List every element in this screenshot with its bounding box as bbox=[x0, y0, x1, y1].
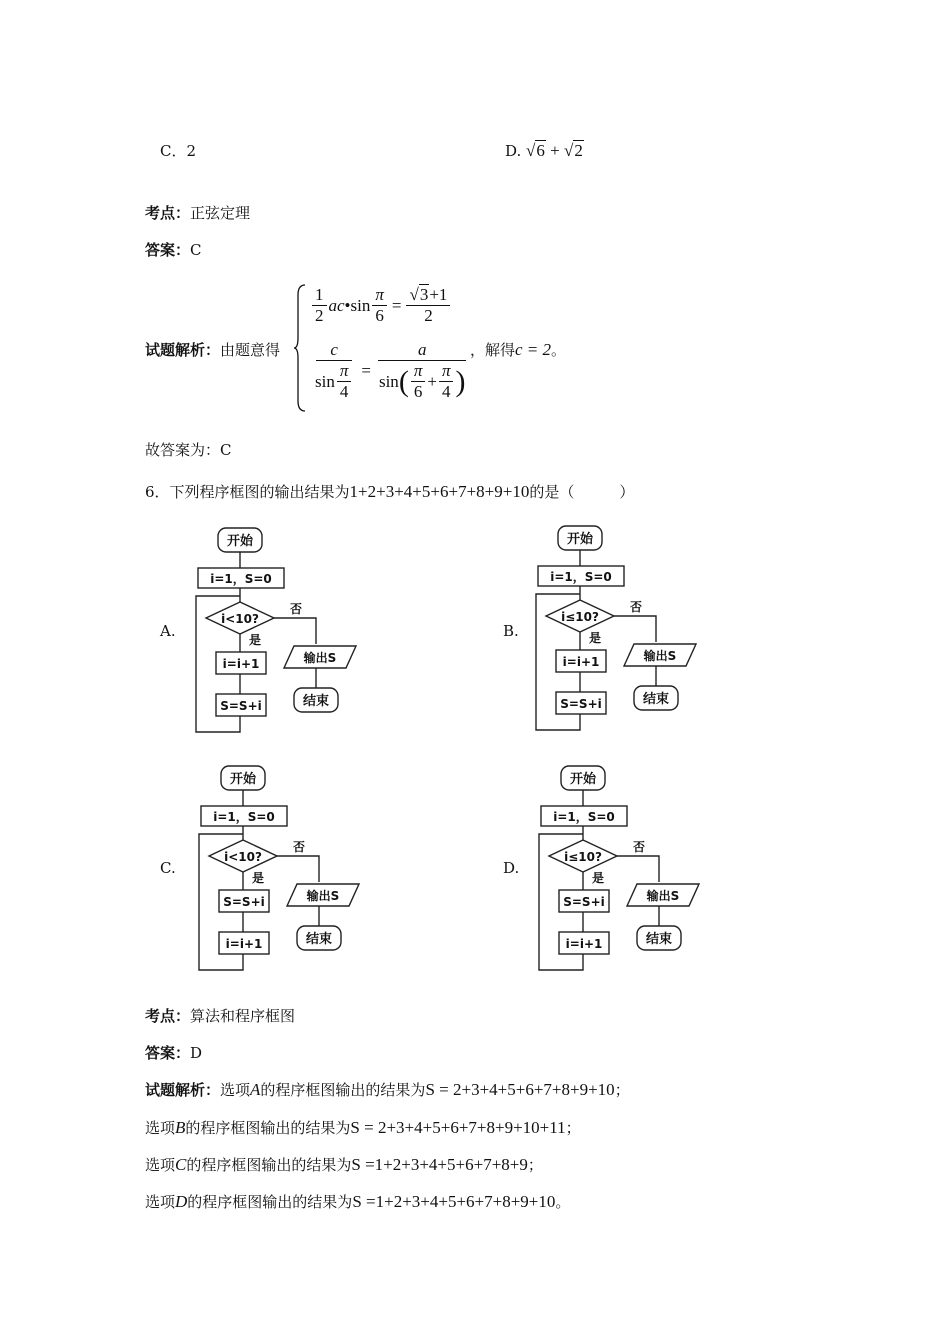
output-label: 输出S bbox=[643, 649, 677, 663]
end-label: 结束 bbox=[302, 694, 330, 709]
no-branch-line bbox=[614, 616, 656, 642]
condition-label: i<10? bbox=[224, 850, 262, 864]
q6-analysis-line-a: 试题解析：选项A的程序框图输出的结果为S = 2+3+4+5+6+7+8+9+10； bbox=[145, 1080, 630, 1099]
condition-label: i≤10? bbox=[561, 610, 599, 624]
flowchart-svg bbox=[530, 520, 705, 735]
yes-label: 是 bbox=[591, 871, 605, 885]
q6-option-c-label: C. bbox=[160, 859, 176, 877]
no-label: 否 bbox=[289, 602, 303, 616]
condition-label: i<10? bbox=[221, 612, 259, 626]
equation-2: c sin $\frac{\pi}{4}$ = a sin ( $\frac{\pi}{6}$ + $\frac{\pi}{4}$ ) bbox=[315, 340, 466, 401]
start-label: 开始 bbox=[566, 532, 594, 547]
flowchart-a bbox=[190, 522, 365, 741]
no-branch-line bbox=[274, 618, 316, 644]
output-label: 输出S bbox=[646, 889, 680, 903]
q6-option-d-label: D. bbox=[503, 859, 520, 877]
flowchart-d bbox=[533, 760, 708, 979]
flowchart-b bbox=[530, 520, 705, 739]
output-label: 输出S bbox=[306, 889, 340, 903]
step1-label: i=i+1 bbox=[562, 655, 600, 669]
init-label: i=1，S=0 bbox=[210, 572, 272, 586]
init-label: i=1，S=0 bbox=[553, 810, 615, 824]
flowchart-svg bbox=[533, 760, 708, 975]
flowchart-svg bbox=[190, 522, 365, 737]
end-label: 结束 bbox=[642, 692, 670, 707]
q5-answer: 答案：C bbox=[145, 241, 202, 259]
q5-result: ，解得c = 2。 bbox=[470, 340, 567, 359]
q6-analysis-line-d: 选项D的程序框图输出的结果为S =1+2+3+4+5+6+7+8+9+10。 bbox=[145, 1192, 571, 1211]
equation-1: $\frac{1}{2}$ ac •sin $\frac{\pi}{6}$ = $\frac{√3+1}{2}$ bbox=[310, 285, 452, 326]
start-label: 开始 bbox=[226, 534, 254, 549]
q5-kaodian: 考点：正弦定理 bbox=[145, 204, 251, 222]
step1-label: S=S+i bbox=[563, 895, 605, 909]
q6-option-a-label: A. bbox=[160, 622, 176, 640]
option-c-prev: C．2 bbox=[160, 142, 197, 160]
output-label: 输出S bbox=[303, 651, 337, 665]
q6-kaodian: 考点：算法和程序框图 bbox=[145, 1007, 296, 1025]
q5-analysis-label: 试题解析：由题意得 bbox=[145, 341, 281, 359]
option-d-prev bbox=[505, 141, 584, 161]
step2-label: i=i+1 bbox=[565, 937, 603, 951]
no-branch-line bbox=[277, 856, 319, 882]
q6-answer: 答案：D bbox=[145, 1044, 203, 1062]
step1-label: i=i+1 bbox=[222, 657, 260, 671]
q5-conclusion: 故答案为：C bbox=[145, 441, 232, 459]
step2-label: S=S+i bbox=[560, 697, 602, 711]
q6-analysis-line-c: 选项C的程序框图输出的结果为S =1+2+3+4+5+6+7+8+9； bbox=[145, 1155, 543, 1174]
end-label: 结束 bbox=[305, 932, 333, 947]
no-label: 否 bbox=[632, 840, 646, 854]
option-d-expr: √6 + √2 bbox=[526, 141, 583, 160]
condition-label: i≤10? bbox=[564, 850, 602, 864]
init-label: i=1，S=0 bbox=[213, 810, 275, 824]
yes-label: 是 bbox=[248, 633, 262, 647]
flowchart-c bbox=[193, 760, 368, 979]
q6-question: 6．下列程序框图的输出结果为1+2+3+4+5+6+7+8+9+10的是（ ） bbox=[145, 482, 635, 501]
no-label: 否 bbox=[629, 600, 643, 614]
no-branch-line bbox=[617, 856, 659, 882]
system-brace bbox=[293, 283, 307, 413]
yes-label: 是 bbox=[251, 871, 265, 885]
q6-analysis-line-b: 选项B的程序框图输出的结果为S = 2+3+4+5+6+7+8+9+10+11； bbox=[145, 1118, 581, 1137]
init-label: i=1，S=0 bbox=[550, 570, 612, 584]
option-d-label: D. bbox=[505, 142, 522, 160]
end-label: 结束 bbox=[645, 932, 673, 947]
yes-label: 是 bbox=[588, 631, 602, 645]
start-label: 开始 bbox=[229, 772, 257, 787]
no-label: 否 bbox=[292, 840, 306, 854]
q6-option-b-label: B. bbox=[503, 622, 519, 640]
step2-label: S=S+i bbox=[220, 699, 262, 713]
flowchart-svg bbox=[193, 760, 368, 975]
step2-label: i=i+1 bbox=[225, 937, 263, 951]
start-label: 开始 bbox=[569, 772, 597, 787]
step1-label: S=S+i bbox=[223, 895, 265, 909]
